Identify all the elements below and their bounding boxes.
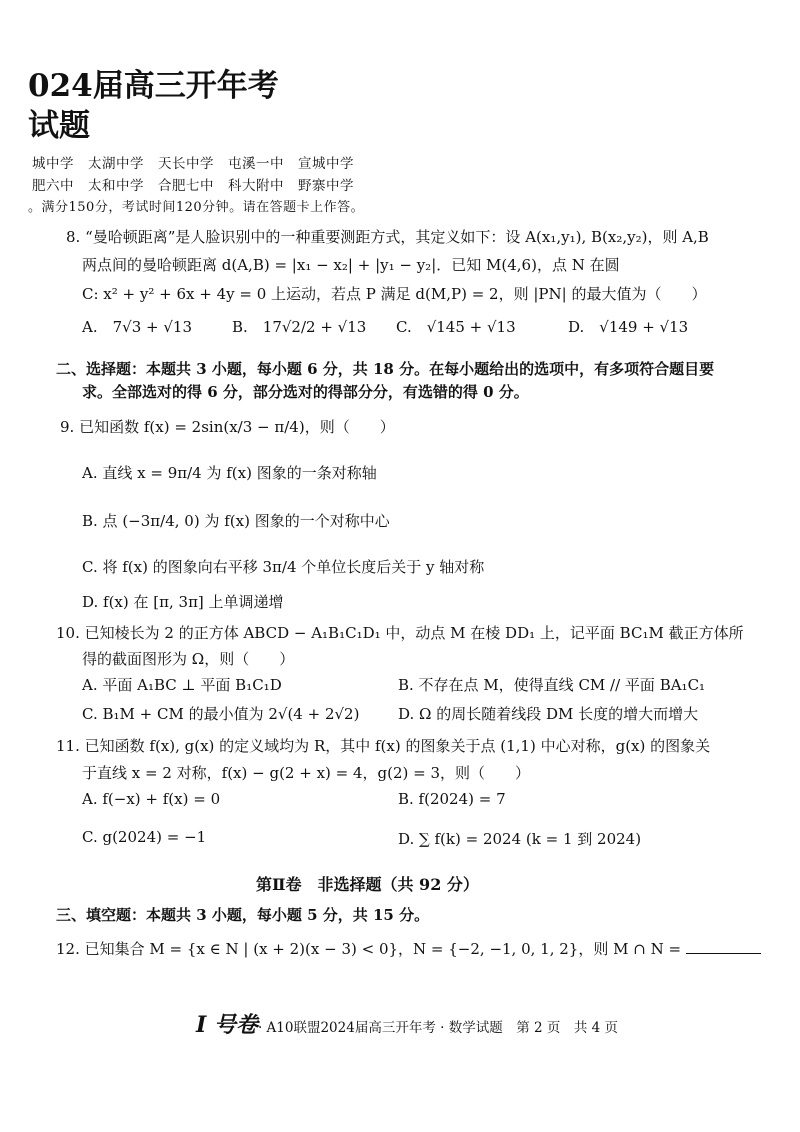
q8-line1: 8. “曼哈顿距离”是人脸识别中的一种重要测距方式，其定义如下：设 A(x₁,y₁), B(x₂,y₂)，则 A,B [66,228,709,246]
q9-option-c: C. 将 f(x) 的图象向右平移 3π/4 个单位长度后关于 y 轴对称 [82,558,485,576]
page-title-line2: 试题 [28,108,90,144]
q10-option-c: C. B₁M + CM 的最小值为 2√(4 + 2√2) [82,705,360,723]
q11-line1: 11. 已知函数 f(x), g(x) 的定义域均为 R，其中 f(x) 的图象关于点 (1,1) 中心对称，g(x) 的图象关 [56,737,711,755]
section-2-heading-cont: 求。全部选对的得 6 分，部分选对的得部分分，有选错的得 0 分。 [82,383,529,401]
q10-option-a: A. 平面 A₁BC ⊥ 平面 B₁C₁D [82,676,282,694]
q11-line2: 于直线 x = 2 对称，f(x) − g(2 + x) = 4，g(2) = 3，则（ ） [82,764,531,782]
exam-instructions: 。满分150分，考试时间120分钟。请在答题卡上作答。 [28,200,365,215]
q9-stem: 9. 已知函数 f(x) = 2sin(x/3 − π/4)，则（ ） [60,418,395,436]
page-footer [196,1008,618,1039]
question-12 [56,938,761,959]
q11-option-a: A. f(−x) + f(x) = 0 [82,790,221,808]
schools-line1: 城中学 太湖中学 天长中学 屯溪一中 宣城中学 [32,156,354,172]
q11-option-d: D. ∑ f(k) = 2024 (k = 1 到 2024) [398,830,642,848]
q8-option-b: B. 17√2/2 + √13 [232,318,367,336]
footer-text: · A10联盟2024届高三开年考 · 数学试题 第 2 页 共 4 页 [257,1020,619,1036]
q8-option-c: C. √145 + √13 [396,318,516,336]
q11-option-c: C. g(2024) = −1 [82,828,207,846]
q8-option-d: D. √149 + √13 [568,318,689,336]
q9-option-a: A. 直线 x = 9π/4 为 f(x) 图象的一条对称轴 [82,464,377,482]
q8-line3: C: x² + y² + 6x + 4y = 0 上运动，若点 P 满足 d(M,P) = 2，则 |PN| 的最大值为（ ） [82,285,707,303]
section-2-heading: 二、选择题：本题共 3 小题，每小题 6 分，共 18 分。在每小题给出的选项中，有多项符合题目要 [56,360,715,378]
q12-text: 12. 已知集合 M = {x ∈ N | (x + 2)(x − 3) < 0}，N = {−2, −1, 0, 1, 2}，则 M ∩ N = [56,940,682,958]
q10-option-d: D. Ω 的周长随着线段 DM 长度的增大而增大 [398,705,699,723]
q8-option-a: A. 7√3 + √13 [82,318,192,336]
part-2-title: 第Ⅱ卷 非选择题（共 92 分） [256,875,479,894]
q9-option-b: B. 点 (−3π/4, 0) 为 f(x) 图象的一个对称中心 [82,512,390,530]
q10-line2: 得的截面图形为 Ω，则（ ） [82,650,295,668]
q11-option-b: B. f(2024) = 7 [398,790,506,808]
section-3-heading: 三、填空题：本题共 3 小题，每小题 5 分，共 15 分。 [56,906,430,924]
q8-line2: 两点间的曼哈顿距离 d(A,B) = |x₁ − x₂| + |y₁ − y₂|．已知 M(4,6)，点 N 在圆 [82,256,620,274]
publisher-logo: I 号卷 [196,1012,258,1038]
page-title-line1: 024届高三开年考 [28,68,279,104]
q10-option-b: B. 不存在点 M，使得直线 CM // 平面 BA₁C₁ [398,676,706,694]
schools-line2: 肥六中 太和中学 合肥七中 科大附中 野寨中学 [32,178,354,194]
q9-option-d: D. f(x) 在 [π, 3π] 上单调递增 [82,593,284,611]
answer-blank [686,939,761,954]
q10-line1: 10. 已知棱长为 2 的正方体 ABCD − A₁B₁C₁D₁ 中，动点 M 在棱 DD₁ 上，记平面 BC₁M 截正方体所 [56,624,744,642]
